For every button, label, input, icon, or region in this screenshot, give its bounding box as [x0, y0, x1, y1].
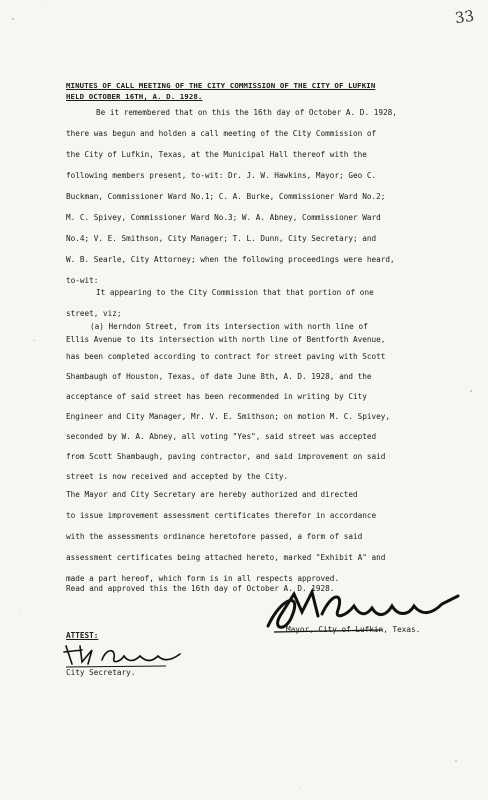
text-line: from Scott Shambaugh, paving contractor, and said improvement on said — [66, 452, 386, 461]
text-line: has been completed according to contract for street paving with Scott — [66, 352, 386, 361]
title-line: HELD OCTOBER 16TH, A. D. 1928. — [66, 92, 203, 101]
text-line: to issue improvement assessment certificates therefor in accordance — [66, 511, 377, 520]
text-line: seconded by W. A. Abney, all voting "Yes", said street was accepted — [66, 432, 377, 441]
secretary-caption: City Secretary. — [66, 668, 136, 677]
text-line: street is now received and accepted by the City. — [66, 472, 289, 481]
text-line: M. C. Spivey, Commissioner Ward No.3; W. A. Abney, Commissioner Ward — [66, 213, 381, 222]
text-line: Shambaugh of Houston, Texas, of date June 8th, A. D. 1928, and the — [66, 372, 372, 381]
text-line: W. B. Searle, City Attorney; when the following proceedings were heard, — [66, 255, 395, 264]
paragraph-herndon-street — [66, 321, 466, 487]
text-line: Buckman, Commissioner Ward No.1; C. A. Burke, Commissioner Ward No.2; — [66, 192, 386, 201]
text-line: assessment certificates being attached hereto, marked "Exhibit A" and — [66, 553, 386, 562]
text-line: with the assessments ordinance heretofore passed, a form of said — [66, 532, 363, 541]
text-line: No.4; V. E. Smithson, City Manager; T. L. Dunn, City Secretary; and — [66, 234, 377, 243]
text-line: It appearing to the City Commission that that portion of one — [96, 288, 374, 297]
text-line: Be it remembered that on this the 16th day of October A. D. 1928, — [96, 108, 397, 117]
scan-speck — [300, 788, 301, 789]
scan-speck — [470, 390, 472, 392]
text-line: to-wit: — [66, 276, 99, 285]
paragraph-appearing — [66, 282, 466, 324]
scan-speck — [12, 18, 14, 20]
text-line: Engineer and City Manager, Mr. V. E. Smithson; on motion M. C. Spivey, — [66, 412, 390, 421]
attest-label: ATTEST: — [66, 631, 99, 640]
text-line: the City of Lufkin, Texas, at the Municipal Hall thereof with the — [66, 150, 367, 159]
text-line: following members present, to-wit: Dr. J. W. Hawkins, Mayor; Geo C. — [66, 171, 377, 180]
text-line: Read and approved this the 16th day of October A. D. 1928. — [66, 584, 335, 593]
paragraph-opening — [66, 102, 466, 291]
scan-speck — [33, 340, 35, 341]
scan-speck — [20, 610, 21, 611]
text-line: street, viz; — [66, 309, 122, 318]
text-line: acceptance of said street has been recommended in writing by City — [66, 392, 367, 401]
title-line: MINUTES OF CALL MEETING OF THE CITY COMMISSION OF THE CITY OF LUFKIN — [66, 81, 376, 90]
minutes-title — [66, 80, 456, 102]
text-line: (a) Herndon Street, from its intersection with north line of — [90, 322, 368, 331]
text-line: made a part hereof, which form is in all respects approved. — [66, 574, 340, 583]
text-line: The Mayor and City Secretary are hereby authorized and directed — [66, 490, 358, 499]
text-line: there was begun and holden a call meeting of the City Commission of — [66, 129, 377, 138]
page-number: 33 — [453, 6, 476, 28]
paragraph-authorization — [66, 484, 466, 589]
scan-speck — [455, 760, 457, 762]
secretary-signature — [62, 640, 202, 670]
scan-speck — [42, 6, 43, 7]
text-line: Ellis Avenue to its intersection with north line of Bentforth Avenue, — [66, 335, 386, 344]
mayor-caption: Mayor, City of Lufkin, Texas. — [286, 625, 421, 634]
